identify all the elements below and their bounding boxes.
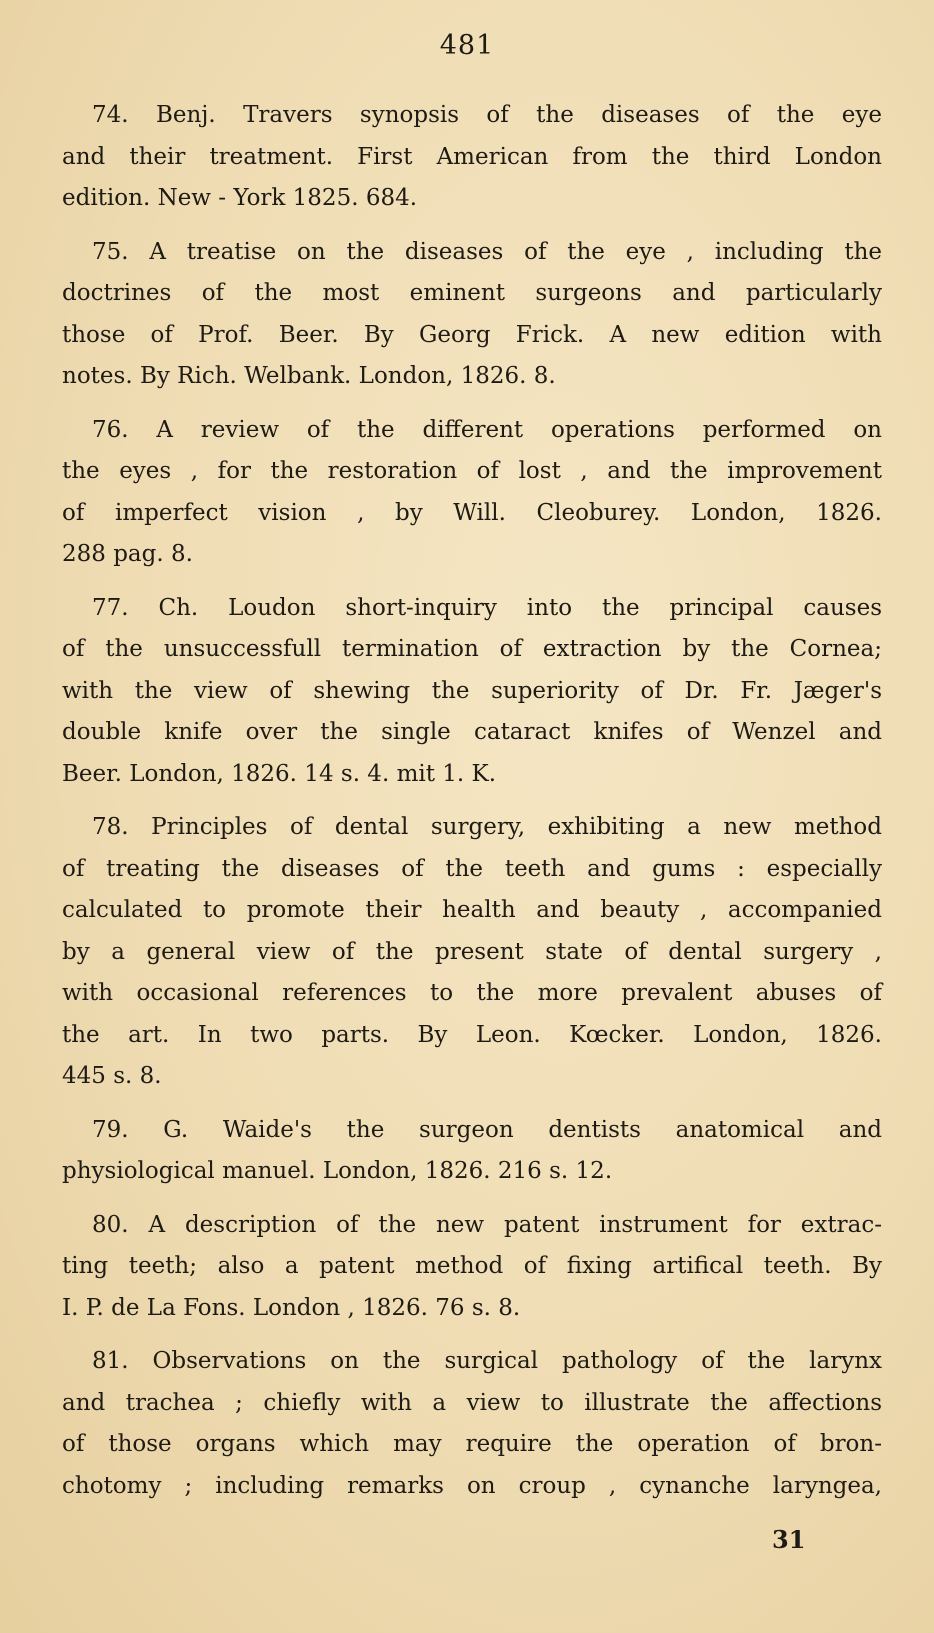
- entry-line: 77. Ch. Loudon short-inquiry into the principal causes: [92, 594, 882, 621]
- entry-line: I. P. de La Fons. London , 1826. 76 s. 8.: [62, 1294, 521, 1321]
- entry-line: 76. A review of the different operations performed on: [92, 416, 882, 443]
- entry-81: [62, 1341, 882, 1507]
- entry-line: of those organs which may require the operation of bron-: [62, 1431, 882, 1457]
- entry-line: ting teeth; also a patent method of fixing artifical teeth. By: [62, 1253, 882, 1279]
- entry-line: chotomy ; including remarks on croup , cynanche laryngea,: [62, 1472, 882, 1499]
- entry-line: 80. A description of the new patent instrument for extrac-: [92, 1211, 882, 1238]
- entry-line: doctrines of the most eminent surgeons and particularly: [62, 280, 882, 306]
- entry-74: [62, 95, 882, 220]
- entry-line: edition. New - York 1825. 684.: [62, 185, 418, 211]
- entry-line: the art. In two parts. By Leon. Kœcker. London, 1826.: [62, 1021, 882, 1048]
- entry-line: with occasional references to the more prevalent abuses of: [62, 980, 882, 1006]
- entry-line: 74. Benj. Travers synopsis of the diseases of the eye: [92, 102, 882, 128]
- entry-76: [62, 410, 882, 576]
- entry-line: calculated to promote their health and beauty , accompanied: [62, 897, 882, 923]
- entry-line: 78. Principles of dental surgery, exhibiting a new method: [92, 814, 882, 840]
- entry-line: notes. By Rich. Welbank. London, 1826. 8.: [62, 363, 556, 389]
- entry-80: [62, 1205, 882, 1330]
- entry-line: 288 pag. 8.: [62, 541, 193, 567]
- entry-line: by a general view of the present state of dental surgery ,: [62, 938, 882, 965]
- entry-75: [62, 232, 882, 398]
- entry-line: 79. G. Waide's the surgeon dentists anatomical and: [92, 1116, 882, 1143]
- entry-line: double knife over the single cataract knifes of Wenzel and: [62, 719, 882, 745]
- signature-mark: 31: [772, 1525, 806, 1554]
- bibliography-entries: [62, 95, 882, 1519]
- entry-line: physiological manuel. London, 1826. 216 s. 12.: [62, 1158, 613, 1184]
- entry-line: 81. Observations on the surgical pathology of the larynx: [92, 1348, 882, 1374]
- entry-line: those of Prof. Beer. By Georg Frick. A new edition with: [62, 321, 882, 348]
- entry-line: 445 s. 8.: [62, 1063, 162, 1089]
- entry-line: of treating the diseases of the teeth and gums : especially: [62, 855, 882, 882]
- entry-line: 75. A treatise on the diseases of the eye , including the: [92, 238, 882, 265]
- entry-78: [62, 807, 882, 1098]
- page-number: 481: [439, 30, 495, 61]
- entry-77: [62, 588, 882, 796]
- entry-line: of imperfect vision , by Will. Cleoburey. London, 1826.: [62, 499, 882, 526]
- entry-line: and their treatment. First American from the third London: [62, 143, 882, 170]
- entry-line: with the view of shewing the superiority of Dr. Fr. Jæger's: [62, 677, 882, 704]
- entry-line: of the unsuccessfull termination of extraction by the Cornea;: [62, 636, 882, 662]
- entry-79: [62, 1110, 882, 1193]
- entry-line: and trachea ; chiefly with a view to illustrate the affections: [62, 1389, 882, 1416]
- entry-line: Beer. London, 1826. 14 s. 4. mit 1. K.: [62, 760, 497, 787]
- entry-line: the eyes , for the restoration of lost , and the improvement: [62, 458, 882, 484]
